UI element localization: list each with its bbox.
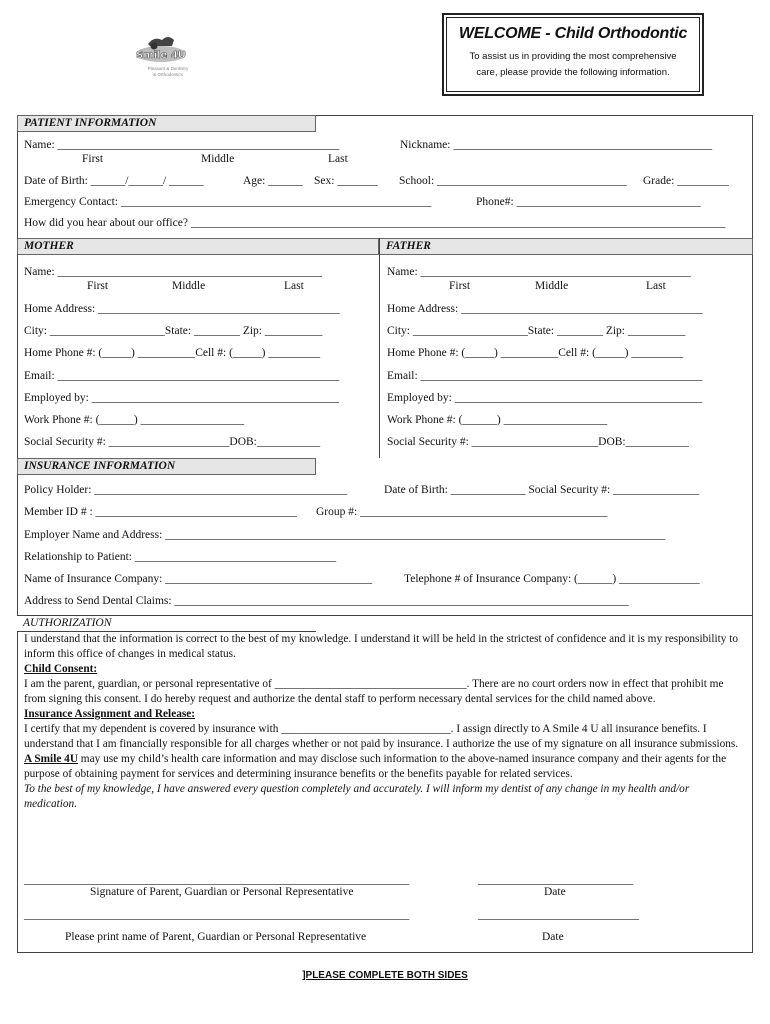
insurance-assignment-text[interactable]: I certify that my dependent is covered by insurance with ______________________________. I assign directly to A Smile 4 U all insurance benefits. I understand that I am financially responsible for all charges whether or not paid by insurance. I authorize the use of my signature on all insurance submissions.	[24, 723, 739, 750]
authorization-text	[24, 632, 744, 812]
relationship-field[interactable]: Relationship to Patient: ___________________________________	[24, 551, 337, 563]
mother-phone-field[interactable]: Home Phone #: (_____) __________Cell #: (_____) _________	[24, 347, 321, 359]
mother-ssn-field[interactable]: Social Security #: _____________________DOB:___________	[24, 436, 321, 448]
father-last-label: Last	[646, 280, 666, 292]
print-date-line[interactable]: ____________________________	[478, 909, 639, 921]
mother-email-field[interactable]: Email: _________________________________________________	[24, 370, 340, 382]
father-email-field[interactable]: Email: _________________________________________________	[387, 370, 703, 382]
signature-label: Signature of Parent, Guardian or Personal Representative	[90, 886, 354, 898]
patient-nickname-field[interactable]: Nickname: _____________________________________________	[400, 139, 713, 151]
disclosure-statement: A Smile 4U may use my child’s health care information and may disclose such information to the above-named insurance company and their agents for the purpose of obtaining payment for services and determining insurance benefits or the benefits payable for related services.	[24, 753, 727, 780]
patient-sex-field[interactable]: Sex: _______	[314, 175, 378, 187]
father-employer-field[interactable]: Employed by: ___________________________________________	[387, 392, 702, 404]
mother-section-header: MOTHER	[17, 238, 379, 255]
employer-address-field[interactable]: Employer Name and Address: _______________________________________________________________________________________	[24, 529, 666, 541]
policy-holder-field[interactable]: Policy Holder: ____________________________________________	[24, 484, 348, 496]
practice-name: A Smile 4U	[24, 753, 78, 765]
father-ssn-field[interactable]: Social Security #: ______________________DOB:___________	[387, 436, 689, 448]
mother-city-field[interactable]: City: ____________________State: ________ Zip: __________	[24, 325, 323, 337]
patient-dob-field[interactable]: Date of Birth: ______/______/ ______	[24, 175, 204, 187]
father-work-phone-field[interactable]: Work Phone #: (______) __________________	[387, 414, 608, 426]
patient-age-field[interactable]: Age: ______	[243, 175, 303, 187]
mother-employer-field[interactable]: Employed by: ___________________________________________	[24, 392, 339, 404]
mother-middle-label: Middle	[172, 280, 206, 292]
insurance-company-field[interactable]: Name of Insurance Company: ____________________________________	[24, 573, 373, 585]
form-title: WELCOME - Child Orthodontic	[458, 25, 688, 42]
accuracy-statement: I understand that the information is correct to the best of my knowledge. I understand it will be held in the strictest of confidence and it is my responsibility to inform this office of changes in medical status.	[24, 633, 739, 660]
mother-last-label: Last	[284, 280, 304, 292]
patient-middle-label: Middle	[201, 153, 235, 165]
svg-text:Smile 4U: Smile 4U	[136, 50, 186, 61]
father-address-field[interactable]: Home Address: __________________________________________	[387, 303, 703, 315]
print-name-line[interactable]: ___________________________________________________________________	[24, 909, 410, 921]
father-city-field[interactable]: City: ____________________State: ________ Zip: __________	[387, 325, 686, 337]
mother-name-field[interactable]: Name: ______________________________________________	[24, 266, 323, 278]
signature-date-label: Date	[544, 886, 566, 898]
father-first-label: First	[449, 280, 471, 292]
welcome-box	[442, 13, 704, 96]
insurance-phone-field[interactable]: Telephone # of Insurance Company: (______) ______________	[404, 573, 700, 585]
patient-first-label: First	[82, 153, 104, 165]
patient-grade-field[interactable]: Grade: _________	[643, 175, 729, 187]
signature-date-line[interactable]: ___________________________	[478, 874, 634, 886]
patient-section-header: PATIENT INFORMATION	[17, 115, 316, 132]
member-id-field[interactable]: Member ID # : ___________________________________	[24, 506, 297, 518]
patient-school-field[interactable]: School: _________________________________	[399, 175, 627, 187]
claims-address-field[interactable]: Address to Send Dental Claims: _______________________________________________________________________________	[24, 595, 629, 607]
complete-both-sides-note: ]PLEASE COMPLETE BOTH SIDES	[302, 970, 468, 981]
father-name-field[interactable]: Name: _______________________________________________	[387, 266, 691, 278]
form-intro: To assist us in providing the most comprehensive care, please provide the following information.	[469, 51, 677, 78]
insurance-assignment-heading: Insurance Assignment and Release:	[24, 708, 196, 720]
emergency-contact-field[interactable]: Emergency Contact: ______________________________________________________	[24, 196, 432, 208]
mother-address-field[interactable]: Home Address: __________________________________________	[24, 303, 340, 315]
signature-line[interactable]: ___________________________________________________________________	[24, 874, 410, 886]
mother-work-phone-field[interactable]: Work Phone #: (______) __________________	[24, 414, 245, 426]
insurance-section-header: INSURANCE INFORMATION	[17, 458, 316, 475]
parent-column-divider	[379, 238, 380, 458]
authorization-section-header: AUTHORIZATION	[17, 616, 316, 632]
child-consent-text[interactable]: I am the parent, guardian, or personal representative of __________________________________. There are no court orders now in effect that prohibit me from signing this consent. I do hereby request and authorize the dental staff to perform necessary dental services for the child named above.	[24, 678, 724, 705]
father-middle-label: Middle	[535, 280, 569, 292]
child-consent-heading: Child Consent:	[24, 663, 98, 675]
practice-logo	[128, 32, 198, 88]
print-date-label: Date	[542, 931, 564, 943]
father-section-header: FATHER	[379, 238, 753, 255]
patient-name-field[interactable]: Name: _________________________________________________	[24, 139, 340, 151]
patient-last-label: Last	[328, 153, 348, 165]
logo-tagline: Pleasant & Dentistry & Orthodontics	[147, 66, 189, 77]
father-phone-field[interactable]: Home Phone #: (_____) __________Cell #: (_____) _________	[387, 347, 684, 359]
referral-source-field[interactable]: How did you hear about our office? _____________________________________________________________________________________________	[24, 217, 726, 229]
emergency-phone-field[interactable]: Phone#: ________________________________	[476, 196, 701, 208]
mother-first-label: First	[87, 280, 109, 292]
print-name-label: Please print name of Parent, Guardian or Personal Representative	[65, 931, 367, 943]
closing-statement: To the best of my knowledge, I have answered every question completely and accurately. I will inform my dentist of any change in my health and/or medication.	[24, 783, 690, 810]
policy-holder-dob-field[interactable]: Date of Birth: _____________ Social Security #: _______________	[384, 484, 700, 496]
group-number-field[interactable]: Group #: ___________________________________________	[316, 506, 608, 518]
